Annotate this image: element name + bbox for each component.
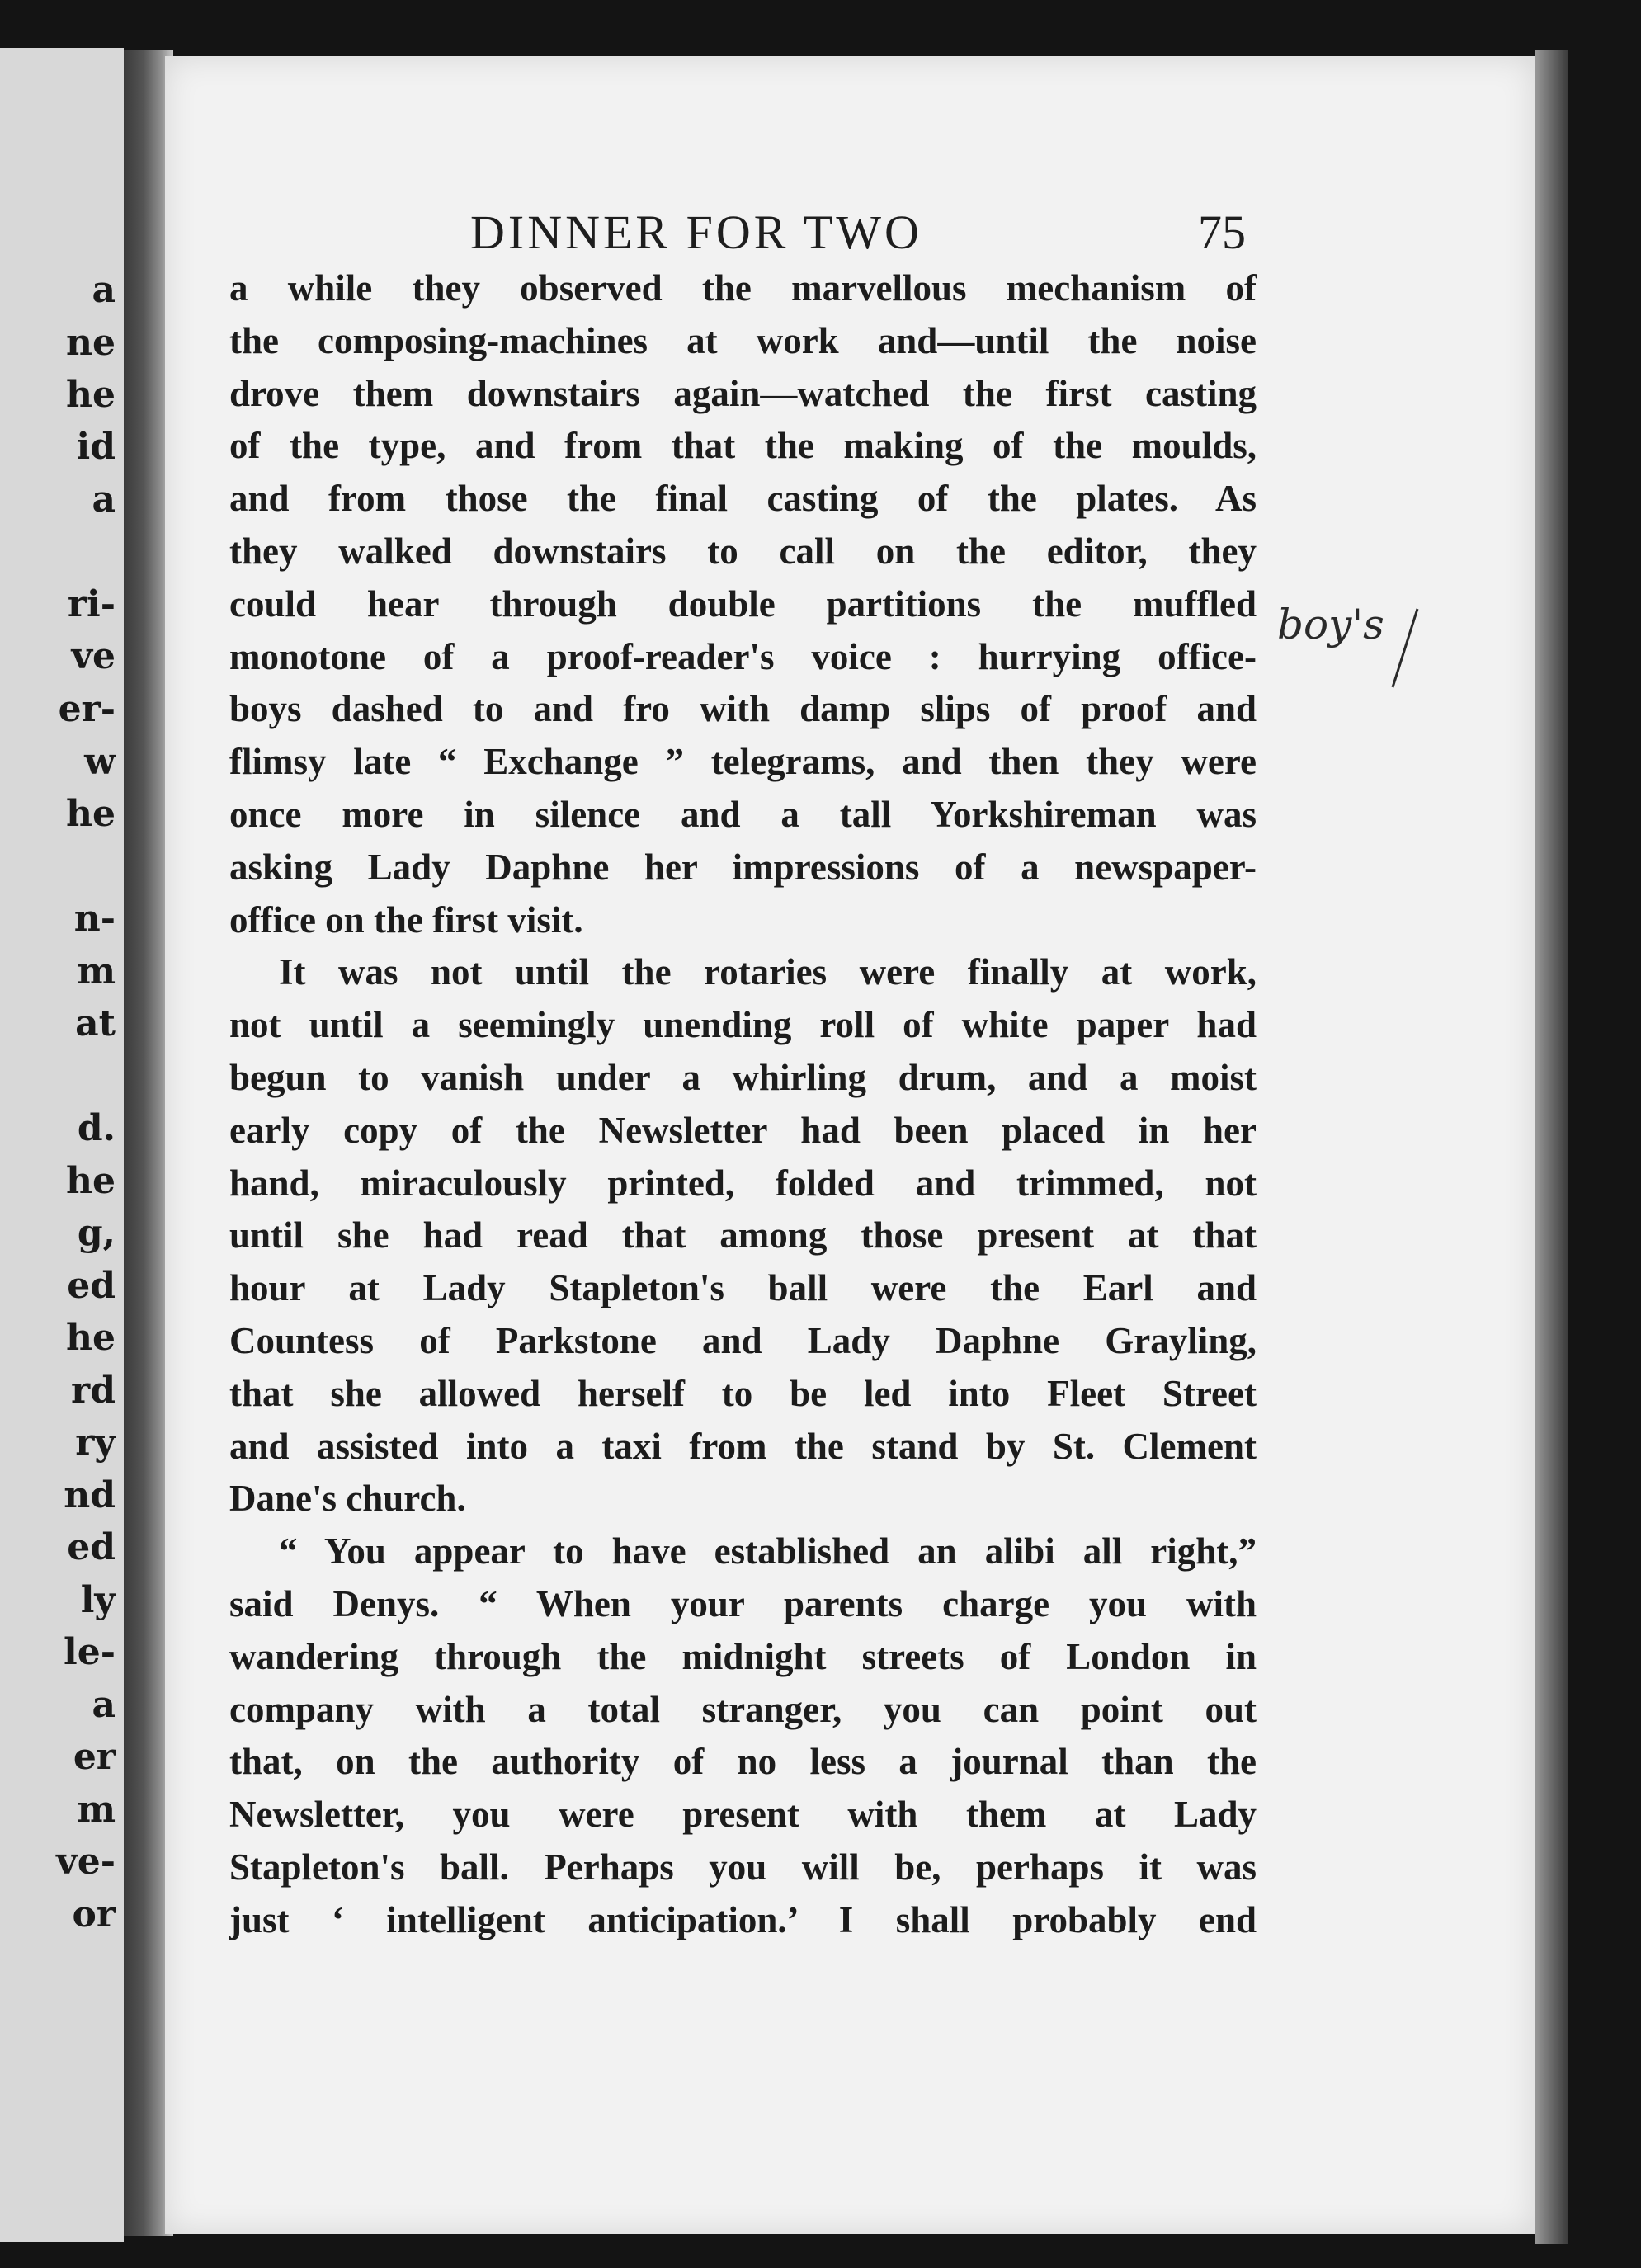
text-line: early copy of the Newsletter had been placed in her	[229, 1109, 1257, 1151]
text-line: once more in silence and a tall Yorkshireman was	[229, 793, 1257, 835]
left-fragment: he	[66, 374, 116, 416]
left-fragment: n-	[73, 898, 116, 940]
left-fragment: he	[66, 1317, 116, 1359]
text-line: company with a total stranger, you can point out	[229, 1688, 1257, 1730]
left-fragment: ly	[80, 1579, 116, 1621]
margin-note-text: boy's	[1277, 601, 1384, 648]
text-line: Newsletter, you were present with them at Lady	[229, 1794, 1257, 1836]
left-fragment: m	[77, 1789, 116, 1831]
left-fragment: a	[92, 479, 116, 521]
text-line: they walked downstairs to call on the editor, they	[229, 530, 1257, 572]
text-line: Stapleton's ball. Perhaps you will be, perhaps it was	[229, 1846, 1257, 1888]
text-line: begun to vanish under a whirling drum, and a moist	[229, 1056, 1257, 1098]
text-line: said Denys. “ When your parents charge you with	[229, 1582, 1257, 1624]
text-line: not until a seemingly unending roll of white paper had	[229, 1004, 1257, 1046]
left-fragment: id	[76, 426, 116, 468]
text-line: It was not until the rotaries were finally at work,	[279, 951, 1257, 993]
handwritten-margin-note	[1277, 601, 1442, 691]
text-line: Countess of Parkstone and Lady Daphne Grayling,	[229, 1319, 1257, 1361]
text-line: hand, miraculously printed, folded and trimmed, not	[229, 1162, 1257, 1204]
left-fragment: m	[77, 950, 116, 993]
text-line: and assisted into a taxi from the stand by St. Clement	[229, 1425, 1257, 1467]
left-fragment: ed	[67, 1526, 116, 1568]
left-fragment: w	[84, 741, 116, 783]
left-fragment: rd	[71, 1370, 116, 1412]
left-fragment: a	[92, 269, 116, 311]
left-fragment: er-	[58, 688, 116, 730]
text-line: of the type, and from that the making of the moulds,	[229, 425, 1257, 467]
text-line: the composing-machines at work and—until the noise	[229, 319, 1257, 361]
text-line: could hear through double partitions the muffled	[229, 582, 1257, 625]
text-line: asking Lady Daphne her impressions of a newspaper-	[229, 846, 1257, 888]
left-fragment: ne	[66, 322, 116, 364]
text-line: hour at Lady Stapleton's ball were the Earl and	[229, 1267, 1257, 1309]
left-fragment: ed	[67, 1265, 116, 1307]
left-fragment: ve	[71, 635, 116, 677]
left-fragment: le-	[64, 1631, 116, 1673]
text-line: office on the first visit.	[229, 898, 583, 941]
text-line: until she had read that among those present at that	[229, 1214, 1257, 1257]
text-line: boys dashed to and fro with damp slips of proof and	[229, 688, 1257, 730]
page-number: 75	[1198, 205, 1246, 259]
text-line: flimsy late “ Exchange ” telegrams, and then they were	[229, 741, 1257, 783]
left-fragment: ve-	[56, 1841, 116, 1883]
page-edge	[1535, 50, 1568, 2244]
left-fragment: a	[92, 1684, 116, 1726]
left-fragment: nd	[64, 1474, 116, 1516]
text-line: just ‘ intelligent anticipation.’ I shall probably end	[229, 1898, 1257, 1940]
text-line: Dane's church.	[229, 1478, 466, 1520]
text-line: wandering through the midnight streets of London in	[229, 1635, 1257, 1677]
left-fragment: ri-	[67, 583, 116, 625]
left-fragment: he	[66, 793, 116, 835]
left-fragment: or	[72, 1893, 116, 1936]
text-line: that she allowed herself to be led into Fleet Street	[229, 1372, 1257, 1414]
text-line: and from those the final casting of the plates. As	[229, 478, 1257, 520]
page-header	[470, 205, 1246, 262]
left-fragment: he	[66, 1160, 116, 1202]
left-fragment: at	[75, 1002, 116, 1044]
text-line: monotone of a proof-reader's voice : hurrying office-	[229, 635, 1257, 677]
margin-note-stroke	[1277, 601, 1442, 691]
left-fragment: ry	[75, 1422, 116, 1464]
running-title: DINNER FOR TWO	[470, 205, 922, 259]
text-line: “ You appear to have established an alibi all right,”	[279, 1530, 1257, 1573]
text-line: that, on the authority of no less a journal than the	[229, 1741, 1257, 1783]
left-adjacent-page	[0, 48, 124, 2242]
left-fragment: g,	[77, 1212, 116, 1254]
left-fragment: er	[73, 1736, 116, 1778]
text-line: drove them downstairs again—watched the first casting	[229, 372, 1257, 414]
page-body-text	[229, 262, 1257, 1947]
text-line: a while they observed the marvellous mechanism of	[229, 267, 1257, 309]
left-fragment: d.	[77, 1107, 116, 1149]
